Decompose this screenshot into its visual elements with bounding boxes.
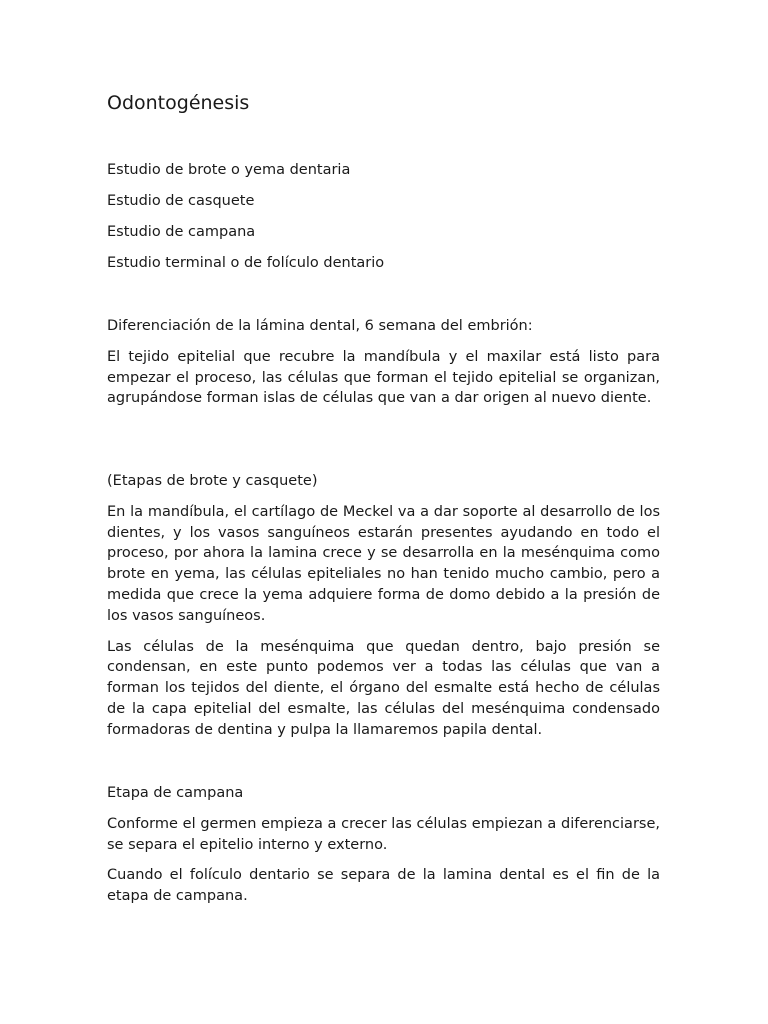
section-paragraph: Conforme el germen empieza a crecer las células empiezan a diferenciarse, se separa el epitelio interno y externo. — [107, 815, 660, 853]
stage-item: Estudio de casquete — [107, 193, 255, 209]
stage-item: Estudio de campana — [107, 224, 256, 240]
section-paragraph: El tejido epitelial que recubre la mandíbula y el maxilar está listo para empezar el proceso, las células que forman el tejido epitelial se organizan, agrupándose forman islas de células que van a dar origen al nuevo diente. — [107, 348, 660, 407]
section-lamina-dental — [107, 316, 660, 409]
stage-item: Estudio terminal o de folículo dentario — [107, 255, 385, 271]
page-title: Odontogénesis — [107, 92, 250, 114]
section-brote-casquete — [107, 471, 660, 741]
stages-list — [107, 160, 384, 284]
section-heading: Etapa de campana — [107, 785, 244, 801]
stage-item: Estudio de brote o yema dentaria — [107, 162, 351, 178]
section-paragraph: Las células de la mesénquima que quedan dentro, bajo presión se condensan, en este punto podemos ver a todas las células que van a forman los tejidos del diente, el órgano del esmalte está hecho de células de la capa epitelial del esmalte, las células del mesénquima condensado formadoras de dentina y pulpa la llamaremos papila dental. — [107, 638, 660, 738]
section-campana — [107, 783, 660, 907]
section-paragraph: Cuando el folículo dentario se separa de la lamina dental es el fin de la etapa de campana. — [107, 867, 660, 905]
section-heading: (Etapas de brote y casquete) — [107, 473, 318, 489]
section-heading: Diferenciación de la lámina dental, 6 semana del embrión: — [107, 318, 533, 334]
section-paragraph: En la mandíbula, el cartílago de Meckel va a dar soporte al desarrollo de los dientes, y los vasos sanguíneos estarán presentes ayudando en todo el proceso, por ahora la lamina crece y se desarrolla en la mesénquima como brote en yema, las células epiteliales no han tenido mucho cambio, pero a medida que crece la yema adquiere forma de domo debido a la presión de los vasos sanguíneos. — [107, 503, 660, 624]
